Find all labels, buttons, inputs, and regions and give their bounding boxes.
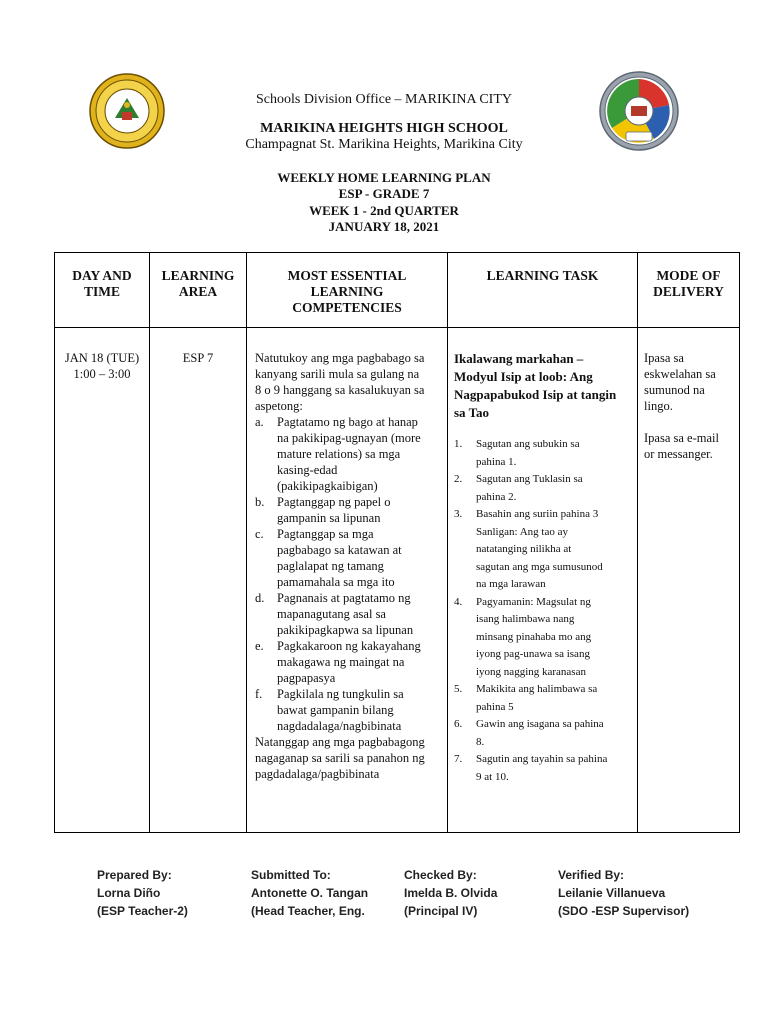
signature-checked-by [404,866,497,920]
cell-learning-task [448,328,638,833]
school-address: Champagnat St. Marikina Heights, Marikina City [245,137,523,152]
subject-grade: ESP - GRADE 7 [338,186,430,201]
list-item: 3. Basahin ang suriin pahina 3 Sanligan: Ang tao ay natatanging nilikha at sagutan ang mga sumusunod na mga larawan [454,508,603,590]
header-learning-area: LEARNING AREA [150,253,247,328]
list-item: 6. Gawin ang isagana sa pahina 8. [454,718,604,748]
signature-name: Lorna Diño [97,886,161,900]
mec-list [255,414,439,734]
signature-name: Antonette O. Tangan [251,886,369,900]
list-item: d. Pagnanais at pagtatamo ng mapanagutang asal sa pakikipagkapwa sa lipunan [255,591,414,637]
learning-area-text: ESP 7 [182,351,214,365]
signature-name: Imelda B. Olvida [404,886,498,900]
header-learning-task: LEARNING TASK [448,253,638,328]
list-item: b. Pagtanggap ng papel o gampanin sa lipunan [255,495,391,525]
mode-school-submission: Ipasa sa eskwelahan sa sumunod na lingo. [644,351,716,413]
signature-submitted-to [251,866,368,920]
list-item: 7. Sagutin ang tayahin sa pahina 9 at 10. [454,753,608,783]
mode-email-submission: Ipasa sa e-mail or messanger. [644,431,719,461]
mec-outro: Natanggap ang mga pagbabagong nagaganap sa sarili sa panahon ng pagdadalaga/pagbibinata [255,735,425,781]
cell-day-time [55,328,150,833]
task-module-title: Ikalawang markahan – Modyul Isip at loob: Ang Nagpapabukod Isip at tangin sa Tao [454,351,617,420]
signature-title: (Head Teacher, Eng. [251,904,365,918]
table-row [55,328,740,833]
signature-prepared-by [97,866,188,920]
signature-title: (SDO -ESP Supervisor) [558,904,690,918]
plan-title: WEEKLY HOME LEARNING PLAN [277,170,491,185]
cell-mode-of-delivery [638,328,740,833]
list-item: 2. Sagutan ang Tuklasin sa pahina 2. [454,473,583,503]
signature-role: Checked By: [404,868,477,882]
list-item: c. Pagtanggap sa mga pagbabago sa katawan at paglalapat ng tamang pamamahala sa mga ito [255,527,402,589]
signature-title: (Principal IV) [404,904,478,918]
signature-verified-by [558,866,689,920]
week-quarter: WEEK 1 - 2nd QUARTER [309,203,459,218]
list-item: 1. Sagutan ang subukin sa pahina 1. [454,438,580,468]
school-name: MARIKINA HEIGHTS HIGH SCHOOL [260,121,508,136]
header-competencies: MOST ESSENTIAL LEARNING COMPETENCIES [247,253,448,328]
list-item: a. Pagtatamo ng bago at hanap na pakikipag-ugnayan (more mature relations) sa mga kasing-edad (pakikipagkaibigan) [255,415,421,493]
cell-competencies [247,328,448,833]
cell-learning-area [150,328,247,833]
signature-title: (ESP Teacher-2) [97,904,188,918]
task-list [454,436,631,786]
list-item: f. Pagkilala ng tungkulin sa bawat gampanin bilang nagdadalaga/nagbibinata [255,687,404,733]
list-item: 5. Makikita ang halimbawa sa pahina 5 [454,683,598,713]
header-mode-of-delivery: MODE OF DELIVERY [638,253,740,328]
plan-date: JANUARY 18, 2021 [328,219,440,234]
table-header-row [55,253,740,328]
signature-role: Prepared By: [97,868,172,882]
division-office-name: Schools Division Office – MARIKINA CITY [255,92,512,107]
time-text: 1:00 – 3:00 [73,367,131,381]
signature-role: Verified By: [558,868,625,882]
list-item: e. Pagkakaroon ng kakayahang makagawa ng maingat na pagpapasya [255,639,421,685]
mec-intro: Natutukoy ang mga pagbabago sa kanyang sarili mula sa gulang na 8 o 9 hanggang sa kasalukuyan sa aspetong: [255,351,425,413]
list-item: 4. Pagyamanin: Magsulat ng isang halimbawa nang minsang pinahaba mo ang iyong pag-unawa sa isang iyong nagging karanasan [454,595,592,678]
header-day-and-time: DAY AND TIME [55,253,150,328]
weekly-learning-plan-table [54,252,740,833]
signature-name: Leilanie Villanueva [558,886,666,900]
signature-role: Submitted To: [251,868,331,882]
day-text: JAN 18 (TUE) [64,351,140,365]
